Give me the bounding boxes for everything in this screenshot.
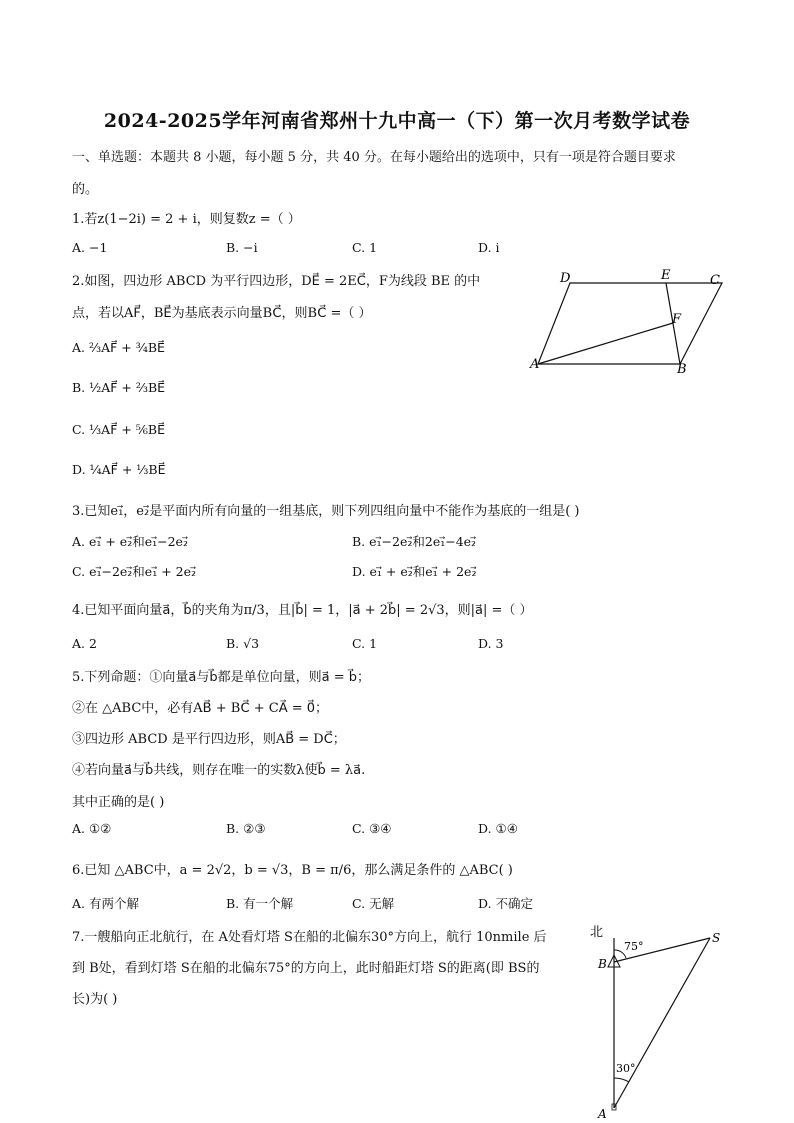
angle-30-label: 30° bbox=[616, 1062, 636, 1075]
q4-option-a: A. 2 bbox=[72, 636, 97, 651]
section-instructions-line1: 一、单选题：本题共 8 小题，每小题 5 分，共 40 分。在每小题给出的选项中，只有一项是符合题目要求 bbox=[72, 150, 676, 165]
q1-option-c: C. 1 bbox=[352, 240, 378, 255]
q6-option-b: B. 有一个解 bbox=[226, 896, 294, 911]
question-5-ask: 其中正确的是( ) bbox=[72, 795, 165, 810]
q6-option-a: A. 有两个解 bbox=[72, 896, 139, 911]
q5-option-a: A. ①② bbox=[72, 821, 112, 836]
q4-option-d: D. 3 bbox=[478, 636, 504, 651]
angle-75-label: 75° bbox=[624, 940, 644, 953]
bearing-label-b: B bbox=[598, 957, 607, 971]
figure-label-f: F bbox=[672, 312, 682, 327]
question-4-stem: 4.已知平面向量a⃗，b⃗的夹角为π/3，且|b⃗| = 1，|a⃗ + 2b⃗| = 2√3，则|a⃗| =（ ） bbox=[72, 603, 533, 618]
question-5-item2: ②在 △ABC中，必有AB⃗ + BC⃗ + CA⃗ = 0⃗； bbox=[72, 701, 329, 716]
q6-option-c: C. 无解 bbox=[352, 896, 395, 911]
question-7-line1: 7.一艘船向正北航行，在 A处看灯塔 S在船的北偏东30°方向上，航行 10nmile 后 bbox=[72, 930, 547, 945]
figure-label-c: C bbox=[710, 273, 720, 288]
q3-option-d: D. e₁⃗ + e₂⃗和e₁⃗ + 2e₂⃗ bbox=[352, 564, 477, 579]
question-6-stem: 6.已知 △ABC中，a = 2√2，b = √3，B = π/6，那么满足条件的 △ABC( ) bbox=[72, 863, 513, 878]
q5-option-b: B. ②③ bbox=[226, 821, 266, 836]
question-5-item3: ③四边形 ABCD 是平行四边形，则AB⃗ = DC⃗； bbox=[72, 732, 346, 747]
q5-option-c: C. ③④ bbox=[352, 821, 392, 836]
q4-option-c: C. 1 bbox=[352, 636, 378, 651]
question-7-line2: 到 B处，看到灯塔 S在船的北偏东75°的方向上，此时船距灯塔 S的距离(即 BS的 bbox=[72, 961, 540, 976]
q2-option-a: A. ²⁄₃AF⃗ + ³⁄₄BE⃗ bbox=[72, 340, 165, 355]
figure-label-b: B bbox=[677, 362, 687, 377]
question-2-stem-line2: 点，若以AF⃗，BE⃗为基底表示向量BC⃗，则BC⃗ =（ ） bbox=[72, 306, 372, 321]
bearing-label-a: A bbox=[598, 1107, 607, 1120]
bearing-label-s: S bbox=[712, 931, 721, 945]
q1-option-a: A. −1 bbox=[72, 240, 108, 255]
question-3-stem: 3.已知e₁⃗，e₂⃗是平面内所有向量的一组基底，则下列四组向量中不能作为基底的一组是( ) bbox=[72, 504, 580, 519]
q2-option-c: C. ¹⁄₃AF⃗ + ⁵⁄₆BE⃗ bbox=[72, 422, 166, 437]
q1-option-d: D. i bbox=[478, 240, 500, 255]
figure-label-d: D bbox=[560, 271, 571, 286]
question-7-line3: 长)为( ) bbox=[72, 992, 118, 1007]
q2-option-d: D. ¹⁄₄AF⃗ + ¹⁄₃BE⃗ bbox=[72, 462, 166, 477]
q5-option-d: D. ①④ bbox=[478, 821, 518, 836]
q3-option-a: A. e₁⃗ + e₂⃗和e₁⃗−2e₂⃗ bbox=[72, 534, 188, 549]
q3-option-b: B. e₁⃗−2e₂⃗和2e₁⃗−4e₂⃗ bbox=[352, 534, 477, 549]
question-2-stem-line1: 2.如图，四边形 ABCD 为平行四边形，DE⃗ = 2EC⃗，F为线段 BE 的中 bbox=[72, 274, 481, 289]
figure-label-e: E bbox=[661, 268, 671, 283]
question-1-stem: 1.若z(1−2i) = 2 + i，则复数z =（ ） bbox=[72, 212, 301, 227]
bearing-figure bbox=[582, 920, 732, 1120]
q1-option-b: B. −i bbox=[226, 240, 258, 255]
q6-option-d: D. 不确定 bbox=[478, 896, 534, 911]
section-instructions-line2: 的。 bbox=[72, 182, 99, 197]
q2-option-b: B. ¹⁄₂AF⃗ + ²⁄₃BE⃗ bbox=[72, 380, 166, 395]
question-5-item4: ④若向量a⃗与b⃗共线，则存在唯一的实数λ使b⃗ = λa⃗. bbox=[72, 763, 366, 778]
north-label: 北 bbox=[590, 925, 604, 940]
question-5-stem: 5.下列命题：①向量a⃗与b⃗都是单位向量，则a⃗ = b⃗； bbox=[72, 670, 370, 685]
page-title: 2024-2025学年河南省郑州十九中高一（下）第一次月考数学试卷 bbox=[103, 110, 691, 132]
q4-option-b: B. √3 bbox=[226, 636, 260, 651]
figure-label-a: A bbox=[530, 357, 540, 372]
parallelogram-figure bbox=[520, 262, 730, 382]
q3-option-c: C. e₁⃗−2e₂⃗和e₁⃗ + 2e₂⃗ bbox=[72, 564, 196, 579]
